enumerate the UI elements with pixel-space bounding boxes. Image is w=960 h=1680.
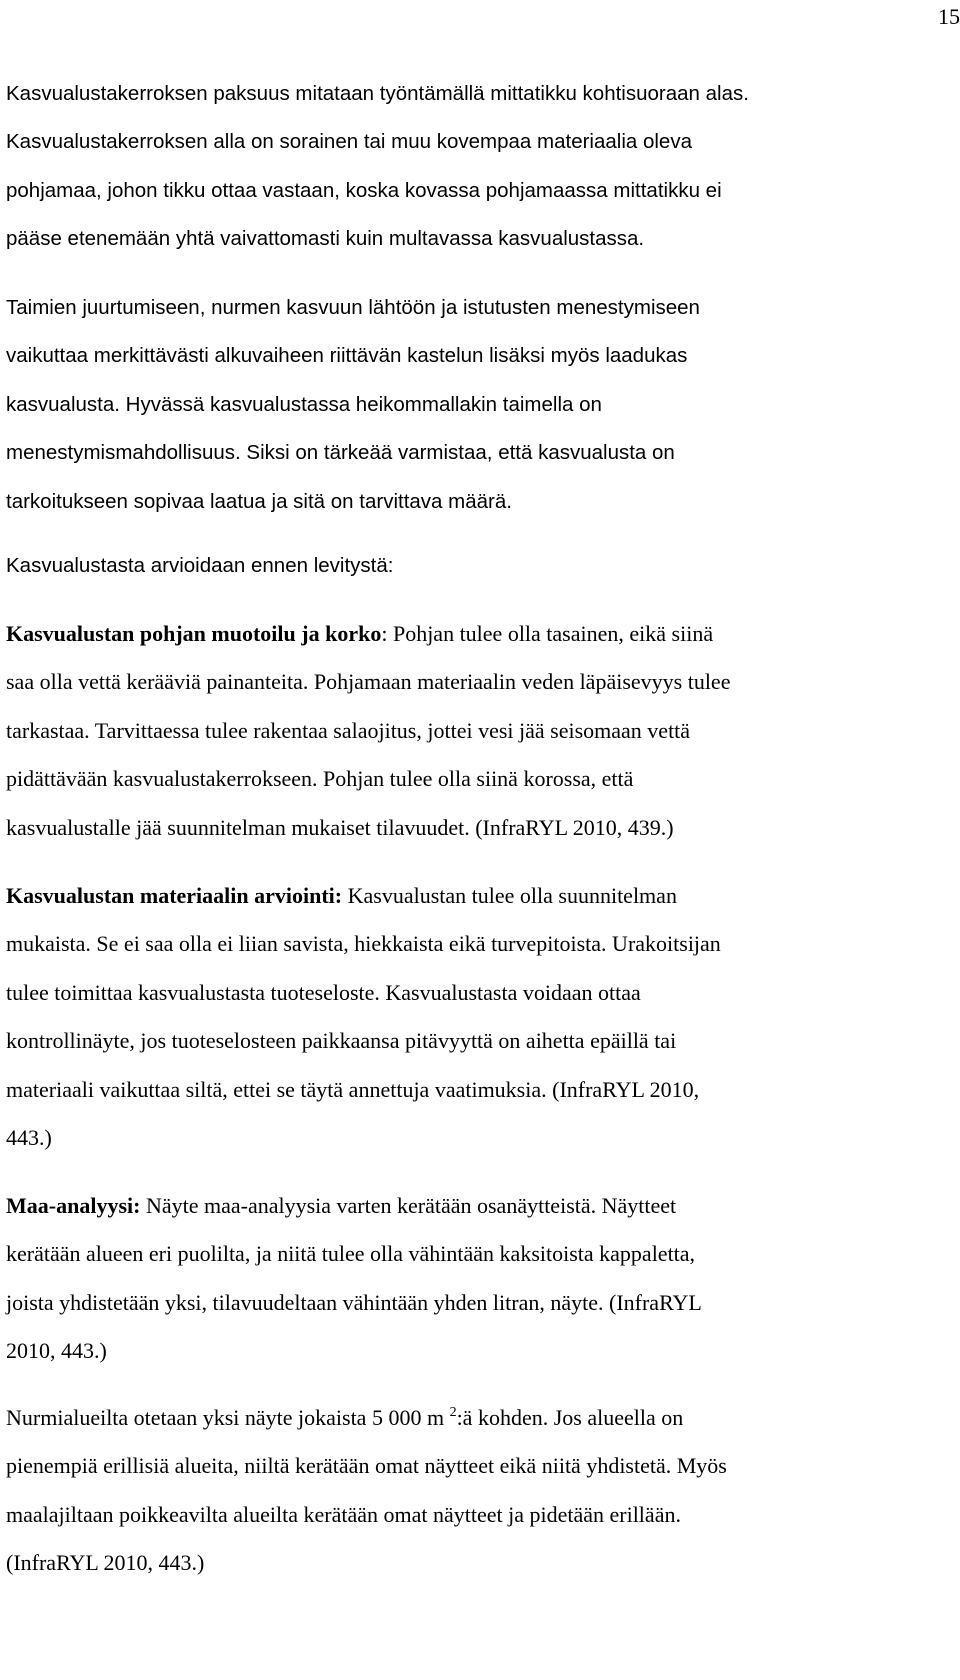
- text-line: 443.): [6, 1125, 52, 1151]
- text-line: tulee toimittaa kasvualustasta tuoteseloste. Kasvualustasta voidaan ottaa: [6, 979, 641, 1005]
- text-line: pohjamaa, johon tikku ottaa vastaan, koska kovassa pohjamaassa mittatikku ei: [6, 178, 722, 202]
- text-line: Kasvualustakerroksen paksuus mitataan työntämällä mittatikku kohtisuoraan alas.: [6, 82, 749, 105]
- text-line: kasvualustalle jää suunnitelman mukaiset tilavuudet. (InfraRYL 2010, 439.): [6, 814, 674, 840]
- text-line: menestymismahdollisuus. Siksi on tärkeää varmistaa, että kasvualusta on: [6, 441, 675, 465]
- text-line: [6, 1394, 926, 1442]
- text-fragment: Nurmialueilta otetaan yksi näyte jokaista 5 000 m: [6, 1405, 450, 1430]
- text-line: materiaali vaikuttaa siltä, ettei se täytä annettuja vaatimuksia. (InfraRYL 2010,: [6, 1076, 700, 1102]
- paragraph-measurement: [6, 70, 926, 264]
- paragraph-lawn-samples: [6, 1394, 926, 1588]
- text-line: kasvualusta. Hyvässä kasvualustassa heikommallakin taimella on: [6, 392, 602, 416]
- text-line: kontrollinäyte, jos tuoteselosteen paikkaansa pitävyyttä on aihetta epäillä tai: [6, 1028, 677, 1054]
- text-line: kerätään alueen eri puolilta, ja niitä tulee olla vähintään kaksitoista kappaletta,: [6, 1241, 696, 1267]
- text-line: pienempiä erillisiä alueita, niiltä kerätään omat näytteet eikä niitä yhdistetä. Myös: [6, 1453, 727, 1479]
- text-line: maalajiltaan poikkeavilta alueilta kerätään omat näytteet ja pidetään erillään.: [6, 1501, 681, 1527]
- text-line: saa olla vettä kerääviä painanteita. Pohjamaan materiaalin veden läpäisevyys tulee: [6, 669, 731, 695]
- paragraph-heading: Maa-analyysi:: [6, 1193, 141, 1218]
- text-line: tarkastaa. Tarvittaessa tulee rakentaa salaojitus, jottei vesi jää seisomaan vettä: [6, 717, 691, 743]
- text-line: [6, 872, 926, 920]
- page-number: 15: [938, 4, 960, 29]
- text-line: pidättävään kasvualustakerrokseen. Pohjan tulee olla siinä korossa, että: [6, 766, 634, 792]
- paragraph-heading: Kasvualustan pohjan muotoilu ja korko: [6, 621, 382, 646]
- text-line: (InfraRYL 2010, 443.): [6, 1550, 205, 1576]
- superscript: 2: [449, 1405, 457, 1420]
- text-line: [6, 1182, 926, 1230]
- heading-separator: :: [381, 621, 388, 646]
- paragraph-base-shaping: [6, 610, 926, 852]
- paragraph-rooting: [6, 284, 926, 526]
- text-line: joista yhdistetään yksi, tilavuudeltaan vähintään yhden litran, näyte. (InfraRYL: [6, 1289, 702, 1315]
- text-line: vaikuttaa merkittävästi alkuvaiheen riittävän kastelun lisäksi myös laadukas: [6, 344, 688, 368]
- text-line: pääse etenemään yhtä vaivattomasti kuin multavassa kasvualustassa.: [6, 227, 645, 251]
- paragraph-material-assessment: [6, 872, 926, 1162]
- text-line: mukaista. Se ei saa olla ei liian savista, hiekkaista eikä turvepitoista. Urakoitsijan: [6, 931, 721, 957]
- paragraph-soil-analysis: [6, 1182, 926, 1376]
- text-fragment: Näyte maa-analyysia varten kerätään osanäytteistä. Näytteet: [140, 1193, 677, 1218]
- text-line: Taimien juurtumiseen, nurmen kasvuun lähtöön ja istutusten menestymiseen: [6, 296, 700, 319]
- paragraph-intro-list: [6, 542, 926, 590]
- text-fragment: Kasvualustan tulee olla suunnitelman: [342, 883, 677, 908]
- text-fragment: Pohjan tulee olla tasainen, eikä siinä: [387, 621, 714, 646]
- text-line: Kasvualustakerroksen alla on sorainen tai muu kovempaa materiaalia oleva: [6, 130, 692, 154]
- paragraph-heading: Kasvualustan materiaalin arviointi:: [6, 883, 343, 908]
- text-line: 2010, 443.): [6, 1338, 107, 1364]
- text-line: tarkoitukseen sopivaa laatua ja sitä on tarvittava määrä.: [6, 489, 512, 513]
- text-fragment: :ä kohden. Jos alueella on: [456, 1405, 684, 1430]
- text-line: Kasvualustasta arvioidaan ennen levitystä:: [6, 554, 394, 577]
- text-line: [6, 610, 926, 658]
